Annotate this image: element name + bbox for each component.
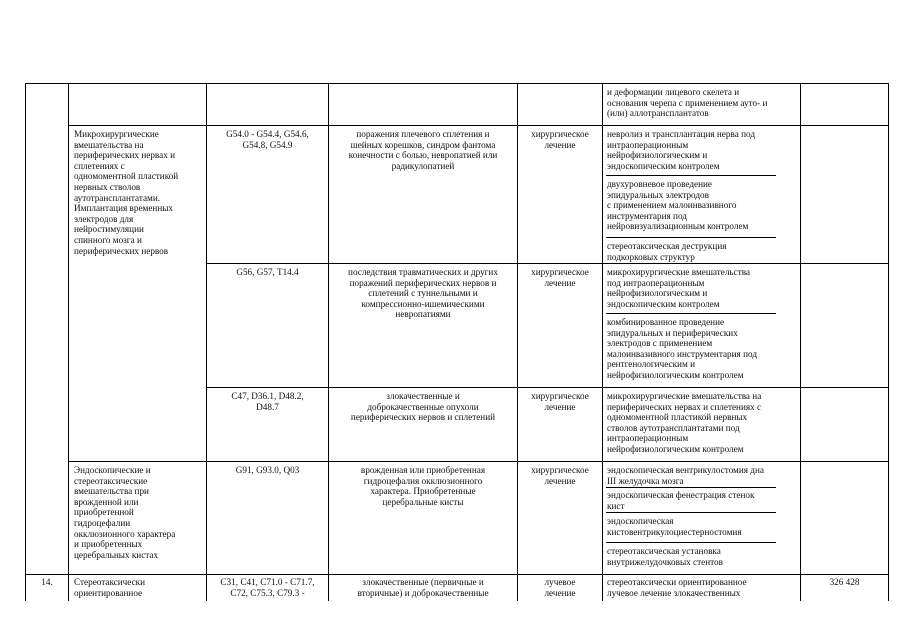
method-cell: эндоскопическая вентрикулостомия дна III желудочка мозга bbox=[607, 465, 764, 486]
treatment-type-cell: лучевое лечение bbox=[544, 577, 576, 598]
treatment-type-cell: хирургическое лечение bbox=[531, 465, 589, 486]
table-border-right bbox=[888, 83, 889, 601]
method-divider bbox=[606, 487, 776, 488]
row-divider bbox=[68, 461, 889, 462]
method-cell: комбинированное проведение эпидуральных и периферических электродов с применением малоинвазивного инструментария под рентгенологическим и нейрофизиологическим контролем bbox=[607, 317, 757, 380]
disease-cell: злокачественные и доброкачественные опухоли периферических нервов и сплетений bbox=[350, 391, 496, 423]
icd-codes-cell: G54.0 - G54.4, G54.6, G54.8, G54.9 bbox=[226, 129, 309, 150]
icd-codes-cell: G56, G57, T14.4 bbox=[236, 267, 299, 277]
icd-codes-cell: G91, G93.0, Q03 bbox=[235, 465, 300, 475]
table-border-top bbox=[25, 83, 889, 84]
disease-cell: последствия травматических и других поражений периферических нервов и сплетений с туннельными и компрессионно-ишемическими невропатиями bbox=[348, 267, 498, 320]
method-cell: стереотаксически ориентированное лучевое лечение злокачественных bbox=[607, 577, 747, 598]
column-divider bbox=[517, 83, 518, 601]
method-cell: двухуровневое проведение эпидуральных электродов с применением малоинвазивного инструментария под нейровизуализационным контролем bbox=[607, 179, 749, 232]
table-border-left bbox=[25, 83, 26, 601]
intervention-cell: Микрохирургические вмешательства на периферических нервах и сплетениях с одномоментной пластикой нервных стволов аутотрансплантатами. Имплантация временных электродов для нейростимуляции спинного мозга и периферических нервов bbox=[74, 129, 179, 256]
column-divider bbox=[206, 83, 207, 601]
column-divider bbox=[68, 83, 69, 601]
method-cell: стереотаксическая деструкция подкорковых структур bbox=[607, 241, 727, 262]
treatment-type-cell: хирургическое лечение bbox=[531, 129, 589, 150]
method-divider bbox=[606, 175, 776, 176]
icd-codes-cell: C47, D36.1, D48.2, D48.7 bbox=[231, 391, 304, 412]
method-divider bbox=[606, 237, 776, 238]
disease-cell: злокачественные (первичные и вторичные) и доброкачественные bbox=[357, 577, 489, 598]
disease-cell: поражения плечевого сплетения и шейных корешков, синдром фантома конечности с болью, невропатией или радикулопатией bbox=[348, 129, 498, 171]
icd-codes-cell: C31, C41, C71.0 - C71.7, C72, C75.3, C79.3 - bbox=[220, 577, 315, 598]
method-divider bbox=[606, 512, 776, 513]
method-cell: стереотаксическая установка внутрижелудочковых стентов bbox=[607, 546, 723, 567]
row-number-cell: 14. bbox=[41, 577, 53, 587]
intervention-cell: Эндоскопические и стереотаксические вмешательства при врожденной или приобретенной гидроцефалии окклюзионного характера и приобретенных церебральных кистах bbox=[74, 465, 176, 560]
treatment-type-cell: хирургическое лечение bbox=[531, 391, 589, 412]
method-cell: микрохирургические вмешательства под интраоперационным нейрофизиологическим и эндоскопическим контролем bbox=[607, 267, 751, 309]
disease-cell: врожденная или приобретенная гидроцефалия окклюзионного характера. Приобретенные церебральные кисты bbox=[360, 465, 486, 507]
row-divider bbox=[25, 574, 889, 575]
column-divider bbox=[602, 83, 603, 601]
method-divider bbox=[606, 313, 776, 314]
row-divider bbox=[206, 263, 889, 264]
method-cell: и деформации лицевого скелета и основания черепа с применением ауто- и (или) аллотрансплантатов bbox=[607, 87, 768, 119]
row-divider bbox=[68, 125, 889, 126]
cost-cell: 326 428 bbox=[829, 577, 860, 587]
row-divider bbox=[206, 387, 889, 388]
method-cell: эндоскопическая фенестрация стенок кист bbox=[607, 490, 755, 511]
method-cell: микрохирургические вмешательства на периферических нервах и сплетениях с одномоментной пластикой нервных стволов аутотрансплантатами под интраоперационным нейрофизиологическим контролем bbox=[607, 391, 762, 454]
column-divider bbox=[800, 83, 801, 601]
intervention-cell: Стереотаксически ориентированное bbox=[74, 577, 146, 598]
method-divider bbox=[606, 542, 776, 543]
treatment-type-cell: хирургическое лечение bbox=[531, 267, 589, 288]
method-cell: эндоскопическая кистовентрикулоциестерностомия bbox=[607, 516, 742, 537]
method-cell: невролиз и трансплантация нерва под интраоперационным нейрофизиологическим и эндоскопическим контролем bbox=[607, 129, 755, 171]
